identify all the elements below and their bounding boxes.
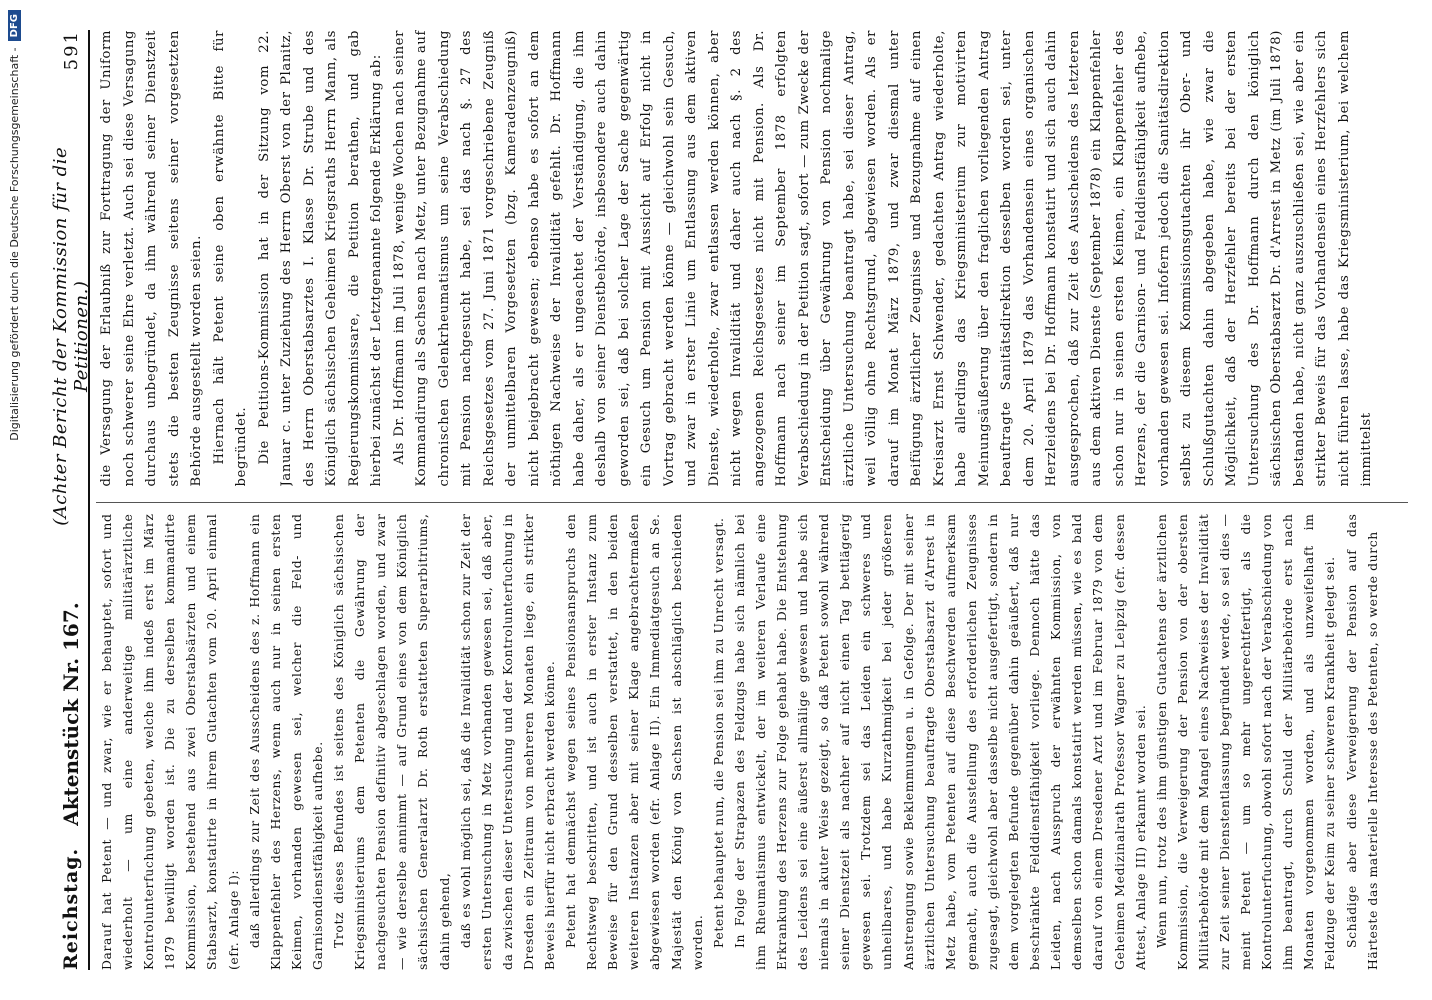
journal-title: Reichstag. — [60, 847, 82, 970]
page-header — [50, 30, 92, 970]
paragraph: Schädige aber diese Verweigerung der Pension auf das Härteste das materielle Interesse des Petenten, so werde durch — [1343, 513, 1380, 970]
credit-text: Digitalisierung gefördert durch die Deutsche Forschungsgemeinschaft - — [7, 47, 21, 441]
paragraph: Wenn nun, trotz des ihm günstigen Gutachtens der ärztlichen Kommission, die Verweigerung der Pension von der obersten Militärbehörde mit dem Mangel eines Nachweises der Invalidität zur Zeit seiner Dienstentlassung begründet werde, so sei dies — meint Petent — um so mehr ungerechtfertigt, als die Kontrolunterfuchung, obwohl sofort nach der Verabschiedung von ihm beantragt, durch Schuld der Militärbehörde erst nach Monaten vorgenommen worden, und als unzweifelhaft im Feldzuge der Keim zu seiner schweren Krankheit gelegt sei. — [1153, 513, 1338, 970]
text-columns — [96, 30, 1408, 970]
paragraph: Trotz dieses Befundes ist seitens des Königlich sächsischen Kriegsministeriums dem Petenten die Gewährung der nachgesuchten Pension definitiv abgeschlagen worden, und zwar — wie derselbe annimmt — auf Grund eines von dem Königlich sächsischen Generalarzt Dr. Roth erstatteten Superarbitriums, dahin gehend, — [331, 513, 452, 970]
paragraph: In Folge der Strapazen des Feldzugs habe sich nämlich bei ihm Rheumatismus entwickelt, der im weiteren Verlaufe eine Erkrankung des Herzens zur Folge gehabt habe. Die Entstehung des Leidens sei eine äußerst allmälige gewesen und habe sich niemals in akuter Weise gezeigt, so daß Petent sowohl während seiner Dienstzeit als nachher auf nicht einen Tag bettlägerig gewesen sei. Trotzdem sei das Leiden ein schweres und unheilbares, und habe Kurzathmigkeit bei jeder größeren Anstrengung sowie Beklemmungen u. in Gefolge. Der mit seiner ärztlichen Untersuchung beauftragte Oberstabsarzt d'Arrest in Metz habe, vom Petenten auf diese Beschwerden aufmerksam gemacht, auch die Ausstellung des erforderlichen Zeugnisses zugesagt, gleichwohl aber dasselbe nicht ausgefertigt, sondern in dem vorgelegten Befunde gegenüber dahin geäußert, daß nur beschränkte Felddienstfähigkeit vorliege. Dennoch hätte das Leiden, nach Ausspruch der erwähnten Kommission, von demselben schon damals konstatirt werden müssen, wie es bald darauf von einem Dresdener Arzt und im Februar 1879 von dem Geheimen Medizinalrath Professor Wagner zu Leipzig (efr. dessen Attest, Anlage III) erkannt worden sei. — [731, 513, 1148, 970]
paragraph: Als Dr. Hoffmann im Juli 1878, wenige Wochen nach seiner Kommandirung als Sachsen nach Metz, unter Bezugnahme auf chronischen Gelenkrheumatismus um seine Verabschiedung mit Pension nachgesucht habe, sei das nach §. 27 des Reichsgesetzes vom 27. Juni 1871 vorgeschriebene Zeugniß der unmittelbaren Vorgesetzten (bzg. Kameradenzeugniß) nicht beigebracht gewesen; ebenso habe es sofort an dem nöthigen Nachweise der Invalidität gefehlt. Dr. Hoffmann habe daher, als er ungeachtet der Verständigung, die ihm deshalb von seiner Dienstbehörde, insbesondere auch dahin geworden sei, daß bei solcher Lage der Sache gegenwärtig ein Gesuch um Pension mit Aussicht auf Erfolg nicht in Vortrag gebracht werden könne — gleichwohl sein Gesuch, und zwar in erster Linie um Entlassung aus dem aktiven Dienste, wiederholte, zwar entlassen werden können, aber nicht wegen Invalidität und daher auch nach §. 2 des angezogenen Reichsgesetzes nicht mit Pension. Als Dr. Hoffmann nach seiner im September 1878 erfolgten Verabschiedung in der Petition sagt, sofort — zum Zwecke der Entscheidung über Gewährung von Pension nochmalige ärztliche Untersuchung beantragt habe, sei dieser Antrag, weil völlig ohne Rechtsgrund, abgewiesen worden. Als er darauf im Monat März 1879, und zwar diesmal unter Beifügung ärztlicher Zeugnisse und Bezugnahme auf einen Kreisarzt Ernst Schwender, gedachten Antrag wiederholte, habe allerdings das Kriegsministerium zur motivirten Meinungsäußerung über den fraglichen vorliegenden Antrag beauftragte Sanitätsdirektion desselben worden sei, unter dem 20. April 1879 das Vorhandensein eines organischen Herzleidens bei Dr. Hoffmann konstatirt und sich auch dahin ausgesprochen, daß zur Zeit des Ausscheidens des letzteren aus dem aktiven Dienste (September 1878) ein Klappenfehler schon nur in seinen ersten Keimen, ein Klappenfehler des Herzens, der die Garnison- und Felddienstfähigkeit aufhebe, vorhanden gewesen sei. Infofern jedoch die Sanitätsdirektion selbst zu diesem Kommissionsgutachten ihr Ober- und Schlußgutachten dahin abgegeben habe, wie zwar die Möglichkeit, daß der Herzfehler bereits bei der ersten Untersuchung des Dr. Hoffmann durch den königlich sächsischen Oberstabsarzt Dr. d'Arrest in Metz (im Juli 1878) bestanden habe, nicht ganz auszuschließen sei, wie aber ein strikter Beweis für das Vorhandensein eines Herzfehlers sich nicht führen lasse, habe das Kriegsministerium, bei welchem immittelst — [391, 30, 1374, 487]
paragraph: die Versagung der Erlaubniß zur Forttragung der Uniform noch schwerer seine Ehre verletzt. Auch sei diese Versagung durchaus unbegründet, da ihm während seiner Dienstzeit stets die besten Zeugnisse seitens seiner vorgesetzten Behörde ausgestellt worden seien. — [99, 30, 204, 487]
attachment-number: Aktenstück Nr. 167. — [59, 602, 83, 826]
paragraph: Hiernach hält Petent seine oben erwähnte Bitte für begründet. — [211, 30, 249, 487]
paragraph: Die Petitions-Kommission hat in der Sitzung vom 22. Januar c. unter Zuziehung des Herrn Oberst von der Planitz, des Herrn Oberstabsarztes I. Klasse Dr. Strube und des Königlich sächsischen Geheimen Kriegsraths Herrn Mann, als Regierungskommissare, die Petition berathen, und gab hierbei zunächst der Letztgenannte folgende Erklärung ab: — [256, 30, 384, 487]
paragraph: daß allerdings zur Zeit des Ausscheidens des z. Hoffmann ein Klappenfehler des Herzens, wenn auch nur in seinen ersten Keimen, vorhanden gewesen sei, welcher die Feld- und Garnisondienstfähigkeit aufhebe. — [246, 513, 325, 970]
left-column — [96, 503, 1408, 971]
right-column — [96, 30, 1408, 487]
paragraph: Petent hat demnächst wegen seines Pensionsanspruchs den Rechtsweg beschritten, und ist auch in erster Instanz zum Beweise für den Grund desselben verstattet, in den beiden weiteren Instanzen aber mit seiner Klage angebrachtermaßen abgewiesen worden (efr. Anlage II). Ein Immediatgesuch an Se. Majestät den König von Sachsen ist abschläglich beschieden worden. — [563, 513, 705, 970]
dfg-logo: DFG — [8, 10, 21, 41]
paragraph: Darauf hat Petent — und zwar, wie er behauptet, sofort und wiederholt — um eine anderweitige militärärztliche Kontrolunterfuchung gebeten, welche ihm indeß erst im März 1879 bewilligt worden ist. Die zu derselben kommandirte Kommission, bestehend aus zwei Oberstabsärzten und einem Stabsarzt, konstatirte in ihrem Gutachten vom 20. April einmal (efr. Anlage I): — [99, 513, 241, 970]
paragraph: Petent behauptet nun, die Pension sei ihm zu Unrecht versagt. — [710, 517, 726, 948]
paragraph: daß es wohl möglich sei, daß die Invalidität schon zur Zeit der ersten Untersuchung in Metz vorhanden gewesen sei, daß aber, da zwischen dieser Untersuchung und der Kontrolunterfuchung in Dresden ein Zeitraum von mehreren Monaten liege, ein strikter Beweis hierfür nicht erbracht werden könne. — [457, 513, 557, 970]
page-number: 591 — [60, 30, 82, 71]
report-title: (Achter Bericht der Kommission für die Petitionen.) — [50, 146, 92, 526]
digitization-credit — [0, 0, 28, 1000]
